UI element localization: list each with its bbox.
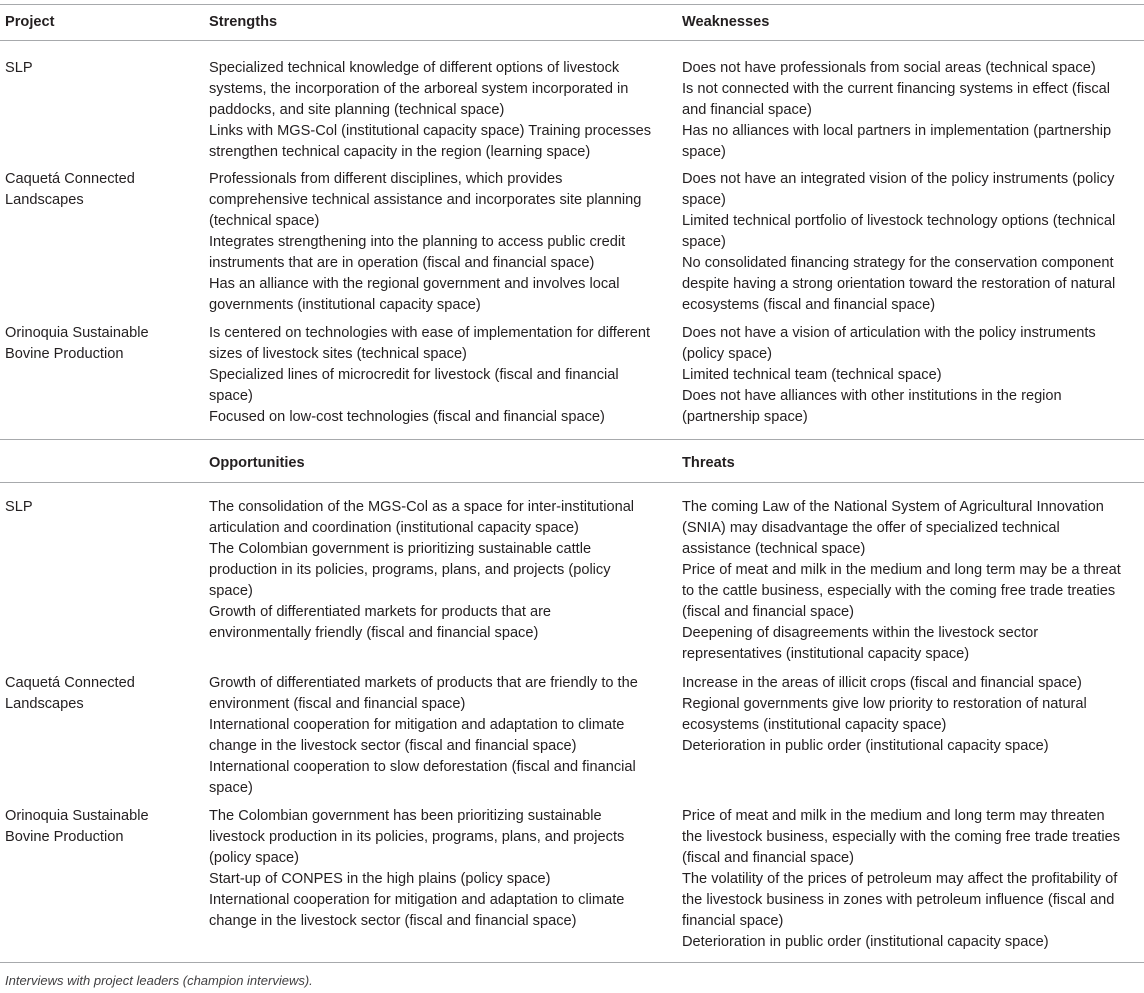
row-caqueta-threats: Increase in the areas of illicit crops (fiscal and financial space) Regional governments give low priority to restoration of natural ecosystems (institutional capacity space) Deterioration in public order (institutional capacity space) bbox=[682, 675, 1087, 754]
row-slp-project-2: SLP bbox=[5, 499, 33, 515]
row-slp-project: SLP bbox=[5, 60, 33, 76]
header-strengths: Strengths bbox=[209, 14, 278, 30]
row-orinoquia-strengths: Is centered on technologies with ease of implementation for different sizes of livestock sites (technical space) Specialized lines of microcredit for livestock (fiscal and financial space) Focused on low-cost technologies (fiscal and financial space) bbox=[209, 325, 651, 425]
row-caqueta-project-2: Caquetá Connected Landscapes bbox=[5, 675, 135, 712]
bottom-rule bbox=[0, 962, 1144, 963]
row-orinoquia-threats: Price of meat and milk in the medium and long term may threaten the livestock business, especially with the coming free trade treaties (fiscal and financial space) The volatility of the prices of petroleum may affect the profitability of the livestock business in zones with petroleum influence (fiscal and financial space) Deterioration in public order (institutional capacity space) bbox=[682, 808, 1121, 950]
row-orinoquia-project-2: Orinoquia Sustainable Bovine Production bbox=[5, 808, 149, 845]
row-orinoquia-opportunities: The Colombian government has been prioritizing sustainable livestock production in its policies, programs, plans, and projects (policy space) Start-up of CONPES in the high plains (policy space) International cooperation for mitigation and adaptation to climate change in the livestock sector (fiscal and financial space) bbox=[209, 808, 625, 929]
table-footnote: Interviews with project leaders (champion interviews). bbox=[5, 973, 313, 988]
header-weaknesses: Weaknesses bbox=[682, 14, 770, 30]
row-slp-strengths: Specialized technical knowledge of different options of livestock systems, the incorporation of the arboreal system incorporated in paddocks, and site planning (technical space) Links with MGS-Col (institutional capacity space) Training processes strengthen technical capacity in the region (learning space) bbox=[209, 60, 652, 160]
row-slp-opportunities: The consolidation of the MGS-Col as a space for inter-institutional articulation and coordination (institutional capacity space) The Colombian government is prioritizing sustainable cattle production in its policies, programs, plans, and projects (policy space) Growth of differentiated markets for products that are environmentally friendly (fiscal and financial space) bbox=[209, 499, 635, 641]
row-caqueta-project: Caquetá Connected Landscapes bbox=[5, 171, 135, 208]
row-caqueta-strengths: Professionals from different disciplines, which provides comprehensive technical assistance and incorporates site planning (technical space) Integrates strengthening into the planning to access public credit instruments that are in operation (fiscal and financial space) Has an alliance with the regional government and involves local governments (institutional capacity space) bbox=[209, 171, 642, 313]
header-project: Project bbox=[5, 14, 55, 30]
section-rule bbox=[0, 439, 1144, 440]
row-slp-threats: The coming Law of the National System of Agricultural Innovation (SNIA) may disadvantage the offer of specialized technical assistance (technical space) Price of meat and milk in the medium and long term may be a threat to the cattle business, especially with the coming free trade treaties (fiscal and financial space) Deepening of disagreements within the livestock sector representatives (institutional capacity space) bbox=[682, 499, 1121, 662]
header-rule bbox=[0, 40, 1144, 41]
row-slp-weaknesses: Does not have professionals from social areas (technical space) Is not connected with the current financing systems in effect (fiscal and financial space) Has no alliances with local partners in implementation (partnership space) bbox=[682, 60, 1112, 160]
header-threats: Threats bbox=[682, 455, 735, 471]
section-header-rule bbox=[0, 482, 1144, 483]
row-orinoquia-project: Orinoquia Sustainable Bovine Production bbox=[5, 325, 149, 362]
row-orinoquia-weaknesses: Does not have a vision of articulation with the policy instruments (policy space) Limited technical team (technical space) Does not have alliances with other institutions in the region (partnership space) bbox=[682, 325, 1096, 425]
row-caqueta-opportunities: Growth of differentiated markets of products that are friendly to the environment (fiscal and financial space) International cooperation for mitigation and adaptation to climate change in the livestock sector (fiscal and financial space) International cooperation to slow deforestation (fiscal and financial space) bbox=[209, 675, 638, 796]
top-rule bbox=[0, 4, 1144, 5]
header-opportunities: Opportunities bbox=[209, 455, 305, 471]
row-caqueta-weaknesses: Does not have an integrated vision of the policy instruments (policy space) Limited technical portfolio of livestock technology options (technical space) No consolidated financing strategy for the conservation component despite having a strong orientation toward the restoration of natural ecosystems (fiscal and financial space) bbox=[682, 171, 1116, 313]
